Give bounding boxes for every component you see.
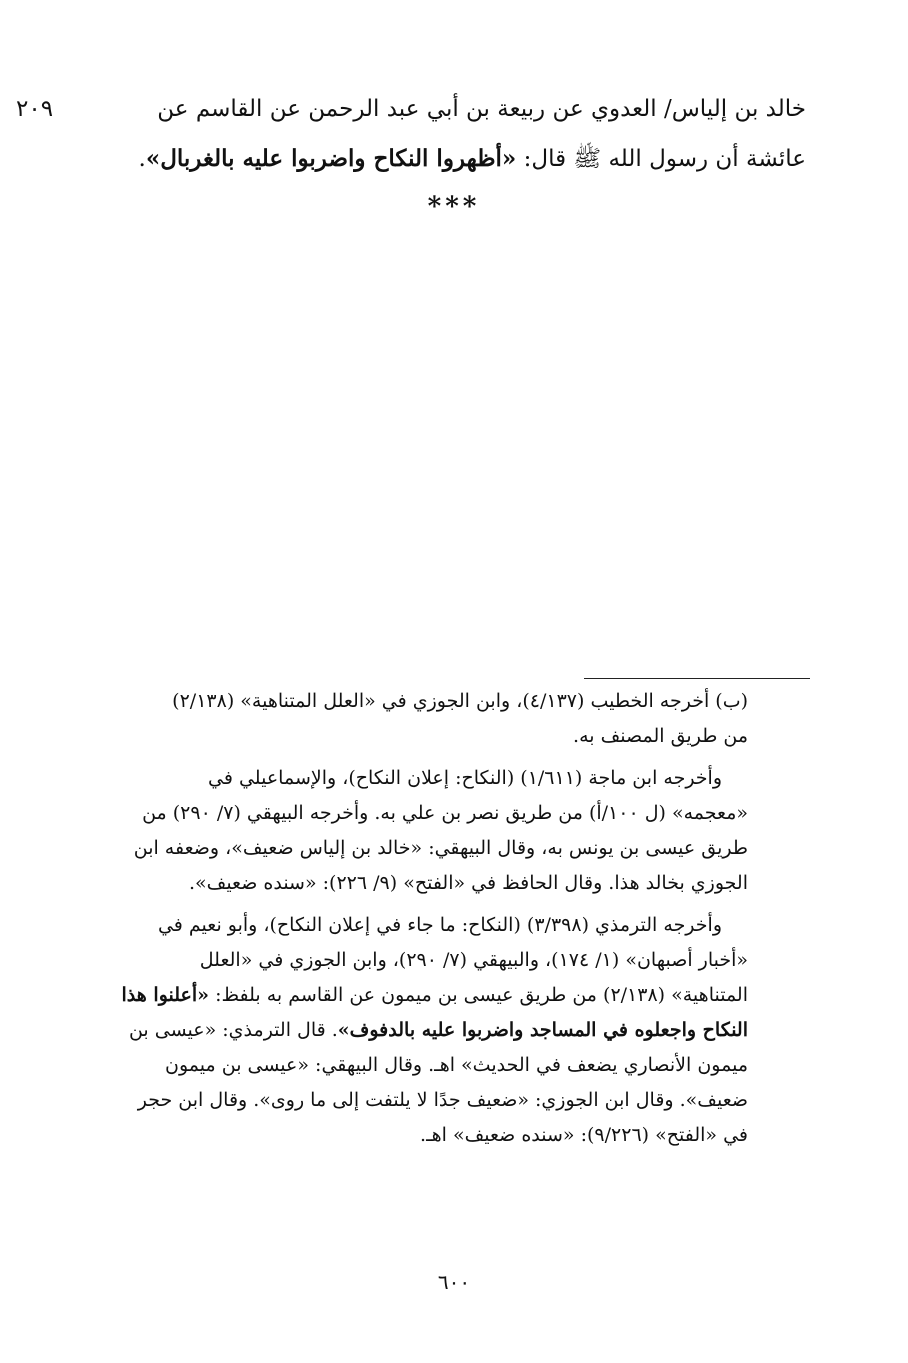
footnote-paragraph-3: وأخرجه الترمذي (٣/٣٩٨) (النكاح: ما جاء في إعلان النكاح)، وأبو نعيم في «أخبار أصبهان» (١/ ١٧٤)، والبيهقي (٧/ ٢٩٠)، وابن الجوزي في «العلل المتناهية» (٢/١٣٨) من طريق عيسى بن ميمون عن القاسم به بلفظ: «أعلنوا هذا النكاح واجعلوه في المساجد واضربوا عليه بالدفوف». قال الترمذي: «عيسى بن ميمون الأنصاري يضعف في الحديث» اهـ. وقال البيهقي: «عيسى بن ميمون ضعيف». وقال ابن الجوزي: «ضعيف جدًا لا يلتفت إلى ما روى». وقال ابن حجر في «الفتح» (٩/٢٢٦): «سنده ضعيف» اهـ.	[121, 914, 748, 1146]
hadith-number: ٢٠٩	[16, 96, 54, 122]
footnote-rule	[584, 678, 810, 679]
footnotes	[72, 684, 748, 1160]
hadith-variant-text: «أعلنوا هذا	[121, 984, 210, 1006]
section-separator: ***	[427, 192, 481, 222]
hadith-line-1: خالد بن إلياس/ العدوي عن ربيعة بن أبي عبد الرحمن عن القاسم عن	[157, 96, 806, 122]
page-number: ٦٠٠	[437, 1270, 471, 1294]
footnote-paragraph-2: وأخرجه ابن ماجة (١/٦١١) (النكاح: إعلان النكاح)، والإسماعيلي في «معجمه» (ل ١٠٠/أ) من طريق نصر بن علي به. وأخرجه البيهقي (٧/ ٢٩٠) من طريق عيسى بن يونس به، وقال البيهقي: «خالد بن إلياس ضعيف»، وضعفه ابن الجوزي بخالد هذا. وقال الحافظ في «الفتح» (٩/ ٢٢٦): «سنده ضعيف».	[133, 767, 748, 894]
hadith-variant-text-cont: النكاح واجعلوه في المساجد واضربوا عليه بالدفوف»	[337, 1019, 748, 1041]
hadith-line-2: عائشة أن رسول الله ﷺ قال: «أظهروا النكاح واضربوا عليه بالغربال».	[138, 145, 806, 172]
footnote-paragraph-1: (ب) أخرجه الخطيب (٤/١٣٧)، وابن الجوزي في «العلل المتناهية» (٢/١٣٨) من طريق المصنف به.	[172, 690, 748, 747]
hadith-text	[10, 84, 806, 184]
hadith-matn: «أظهروا النكاح واضربوا عليه بالغربال»	[145, 145, 517, 172]
